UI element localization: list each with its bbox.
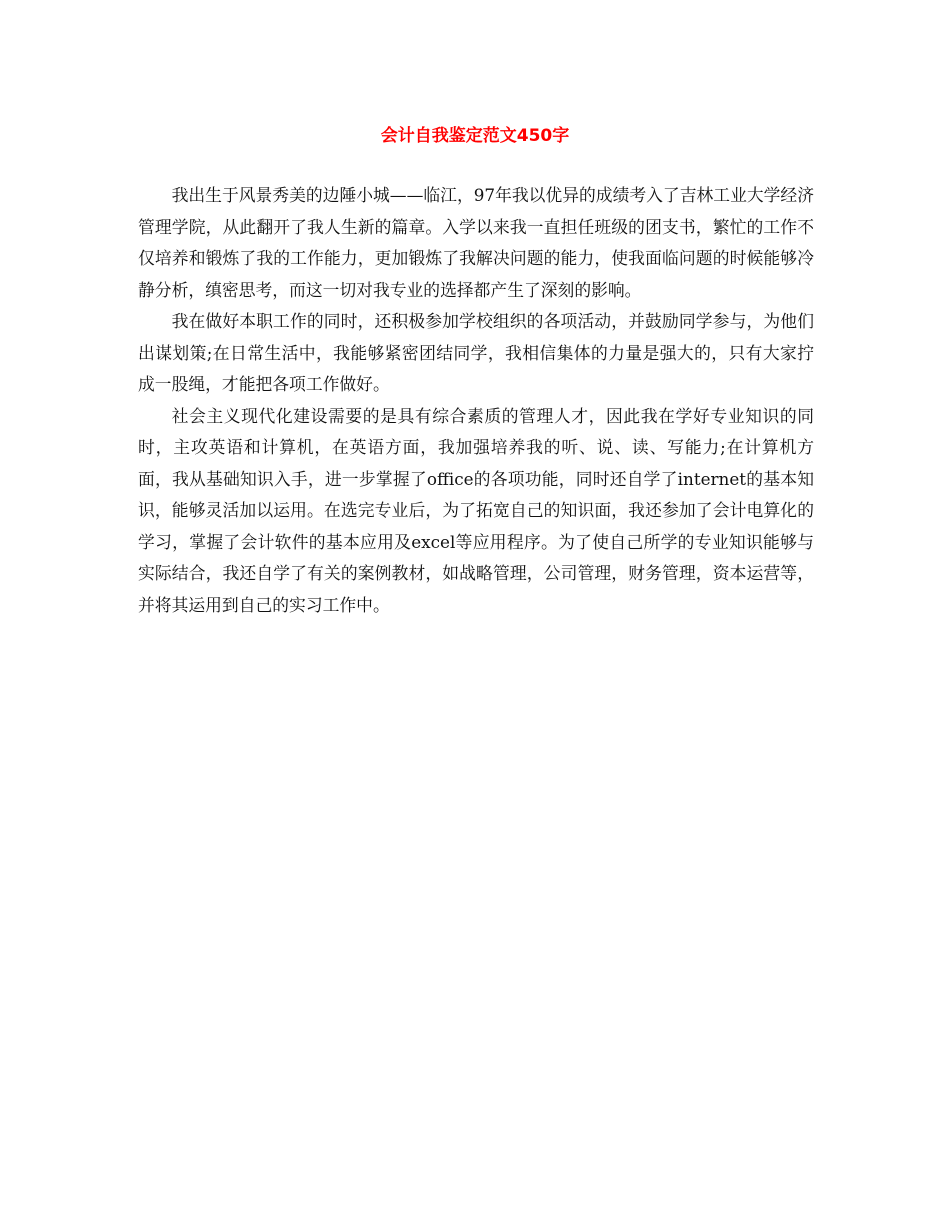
document-body: [138, 180, 814, 621]
paragraph-1: 我出生于风景秀美的边陲小城——临江，97年我以优异的成绩考入了吉林工业大学经济管理学院，从此翻开了我人生新的篇章。入学以来我一直担任班级的团支书，繁忙的工作不仅培养和锻炼了我的工作能力，更加锻炼了我解决问题的能力，使我面临问题的时候能够冷静分析，缜密思考，而这一切对我专业的选择都产生了深刻的影响。: [138, 185, 814, 300]
paragraph-2: 我在做好本职工作的同时，还积极参加学校组织的各项活动，并鼓励同学参与，为他们出谋划策;在日常生活中，我能够紧密团结同学，我相信集体的力量是强大的，只有大家拧成一股绳，才能把各项工作做好。: [138, 311, 814, 394]
paragraph-3: 社会主义现代化建设需要的是具有综合素质的管理人才，因此我在学好专业知识的同时，主攻英语和计算机，在英语方面，我加强培养我的听、说、读、写能力;在计算机方面，我从基础知识入手，进一步掌握了office的各项功能，同时还自学了internet的基本知识，能够灵活加以运用。在选完专业后，为了拓宽自己的知识面，我还参加了会计电算化的学习，掌握了会计软件的基本应用及excel等应用程序。为了使自己所学的专业知识能够与实际结合，我还自学了有关的案例教材，如战略管理，公司管理，财务管理，资本运营等，并将其运用到自己的实习工作中。: [138, 405, 814, 615]
document-title: 会计自我鉴定范文450字: [380, 126, 570, 146]
